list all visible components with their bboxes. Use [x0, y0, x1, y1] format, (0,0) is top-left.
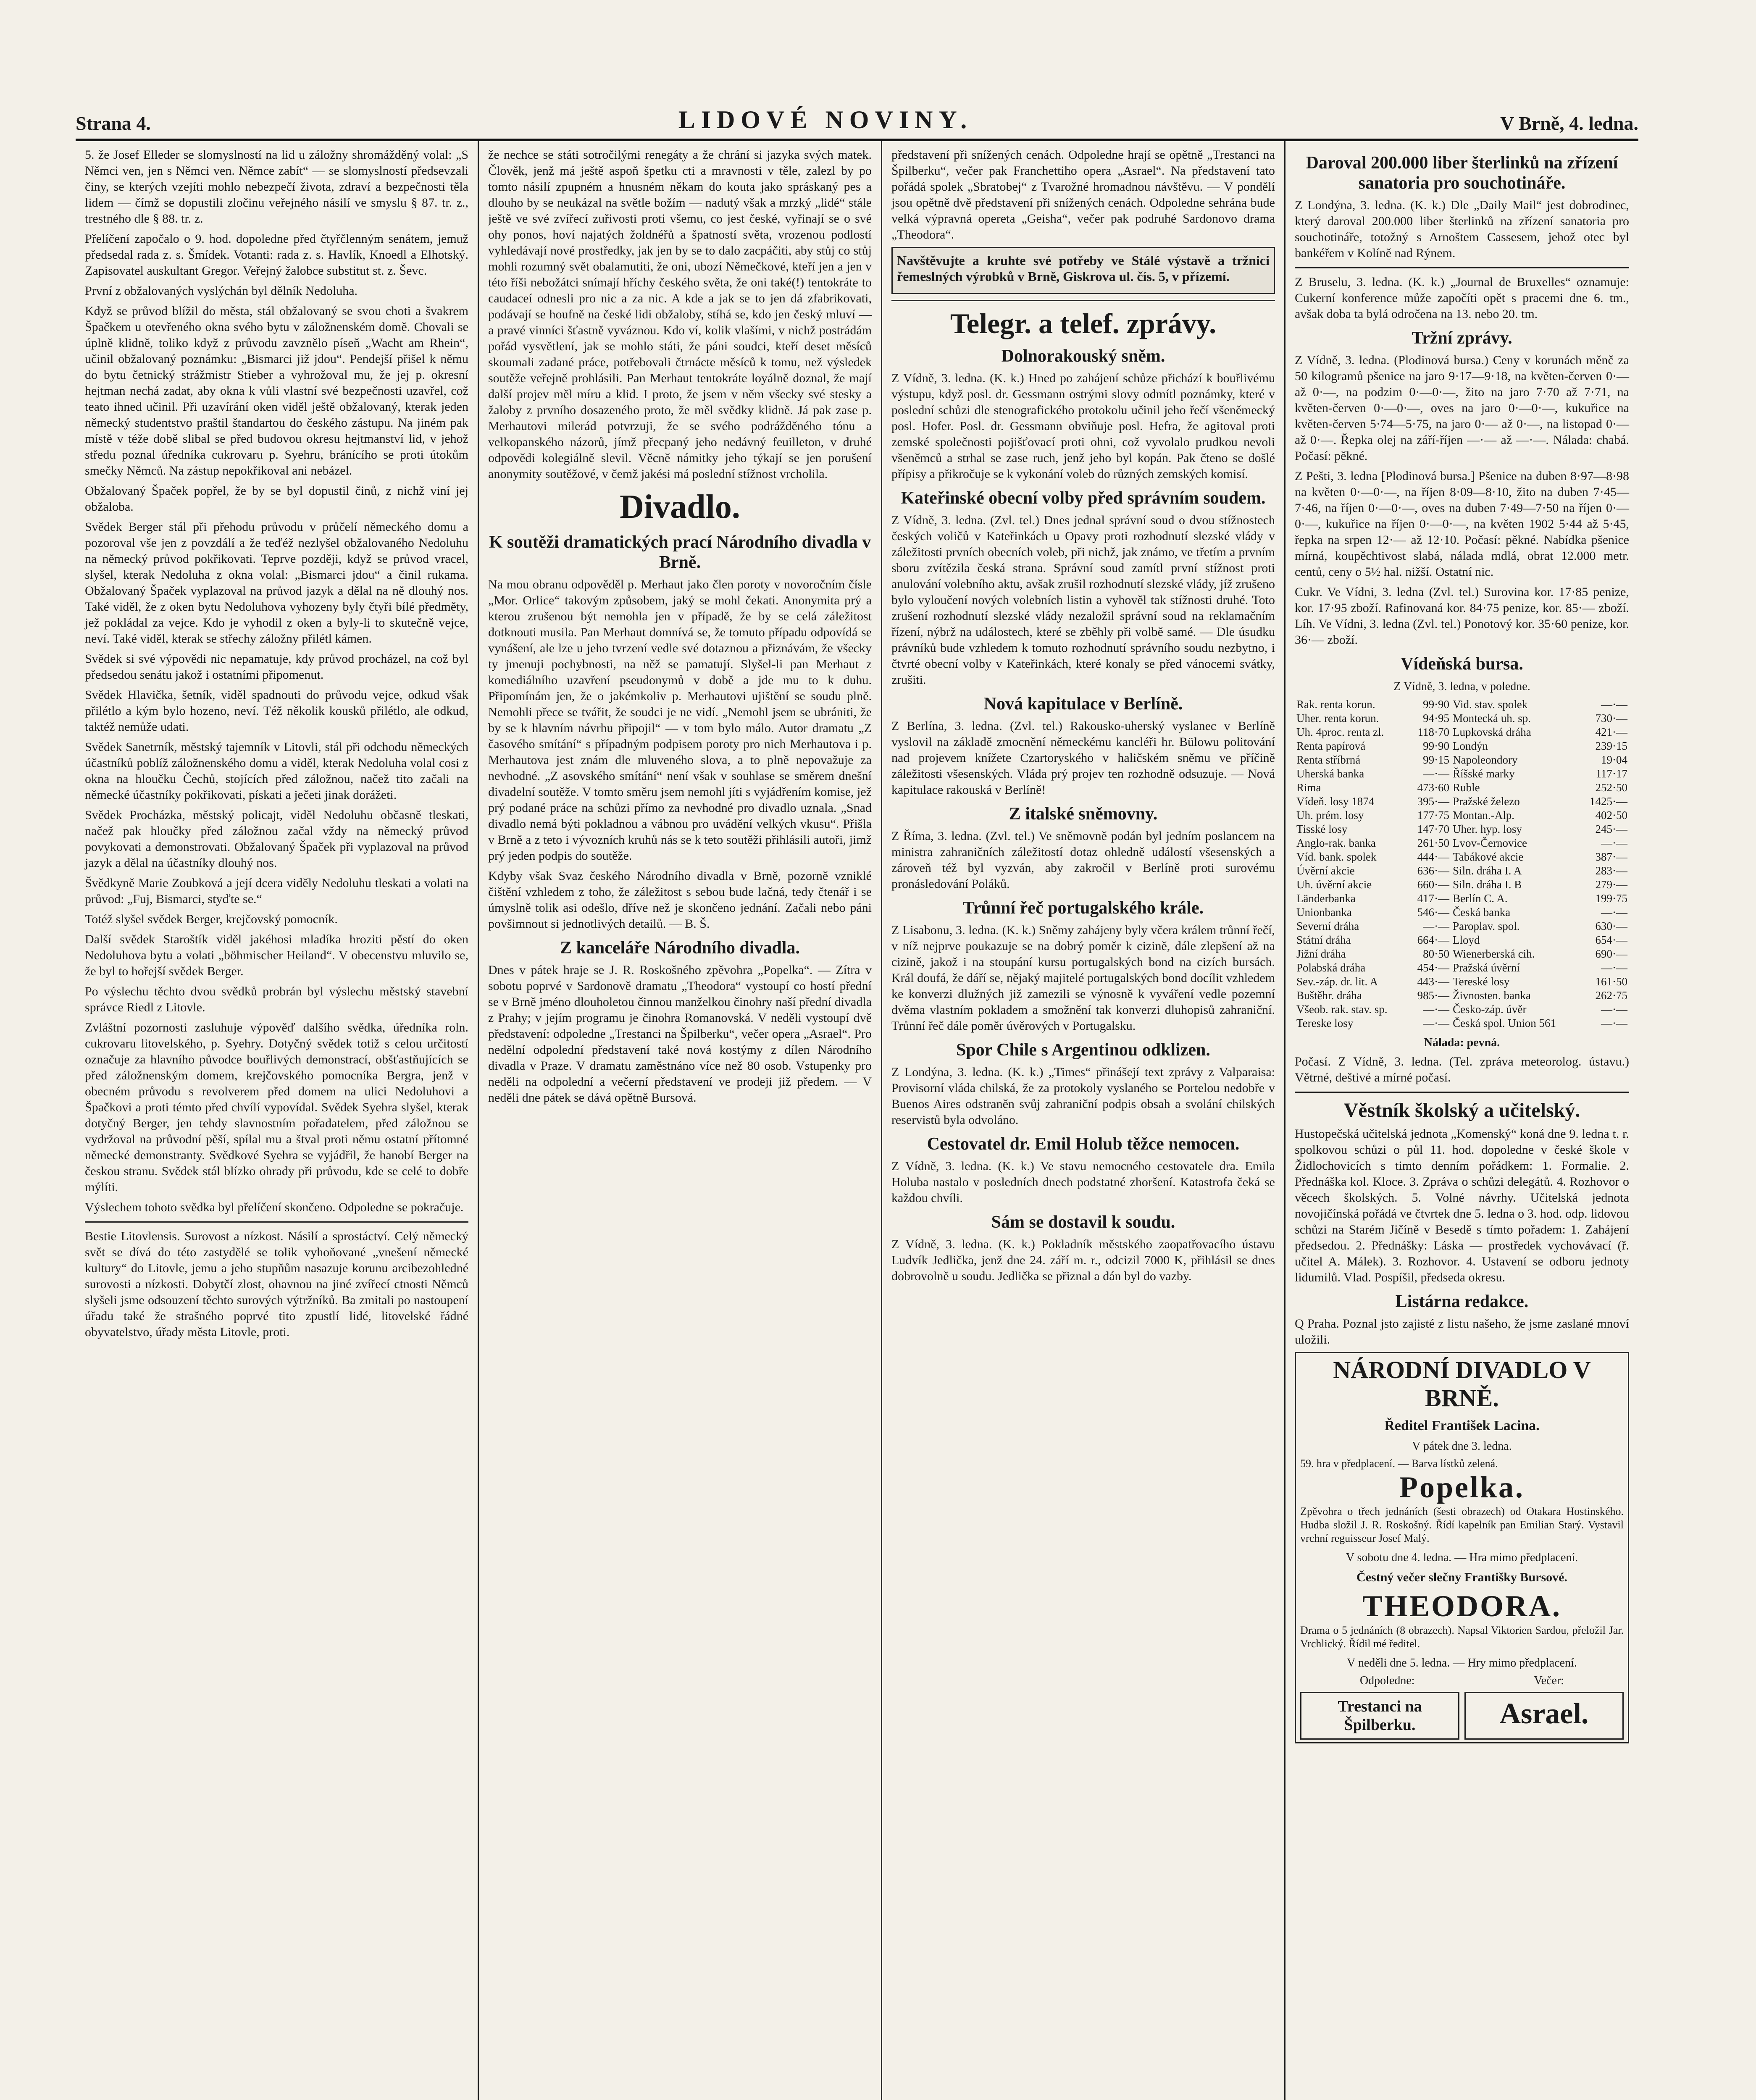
article-paragraph: Z Vídně, 3. ledna. (Zvl. tel.) Dnes jednal správní soud o dvou stížnostech českých voličů v Kateřinkách u Opavy proti rozhodnutí slezské vlády v záležitosti prvních obecních voleb, při nichž, jak známo, ve třetím a prvním sboru zvítězila česká strana. Správní soud zamítl první stížnost proti anulování volebního aktu, avšak zrušil rozhodnutí slezské vlády, jíž zrušeno bylo vyloučení nových volebních listin a vyhověl tak stížnosti druhé. Toto zrušení rozhodnutí slezské vlády nezaložil správní soud na reklamačním řízení, nýbrž na událostech, které se zběhly při volbě samé. — Dle úsudku právníků bude vzhledem k tomuto rozhodnutí správního soudu nezbytno, i čtvrté obecní volby v Kateřinkách, které konaly se před vánocemi svátky, zrušiti. [891, 513, 1275, 687]
security-price: 245·— [1595, 823, 1627, 835]
security-price: —·— [1601, 698, 1627, 711]
bourse-row [1295, 947, 1629, 961]
bourse-row [1295, 739, 1629, 753]
article-heading: Sám se dostavil k soudu. [991, 1213, 1175, 1232]
article-heading: Dolnorakouský sněm. [1001, 346, 1165, 366]
security-name: Siln. dráha I. A [1453, 864, 1522, 877]
security-price: 99·90 [1423, 740, 1450, 752]
afternoon-play: Trestanci na Špilberku. [1300, 1692, 1459, 1740]
bourse-row [1295, 864, 1629, 878]
security-price: 473·60 [1417, 781, 1450, 794]
article-paragraph: Q Praha. Poznal jsto zajisté z listu našeho, že jsme zaslané mnoví uložili. [1295, 1317, 1629, 1347]
security-name: Polabská dráha [1296, 961, 1366, 974]
article-paragraph: Z Pešti, 3. ledna [Plodinová bursa.] Pšenice na duben 8·97—8·98 na květen 0·—0·—, na říjen 8·09—8·10, žito na duben 7·45—7·46, na říjen 0·—0·—, oves na duben 7·49—7·50 na říjen 0·—0·—, kukuřice na říjen 0·—0·—, na květen 1902 5·44 až 5·45, řepka na srpen 12·— až 12·10. Počasí: pěkné. Nabídka pšenice mírná, koupěchtivost slabá, nálada mdlá, obrat 12.000 metr. centů, ceny o 5½ hal. nižší. Ostatní nic. [1295, 469, 1629, 579]
security-price: 239·15 [1595, 740, 1627, 752]
security-name: Všeob. rak. stav. sp. [1296, 1003, 1388, 1016]
article-heading: Trůnní řeč portugalského krále. [962, 898, 1204, 918]
security-name: Severní dráha [1296, 920, 1359, 932]
security-name: Lvov-Černovice [1453, 837, 1527, 849]
advertisement-box [891, 247, 1275, 294]
security-name: Pražské železo [1453, 795, 1520, 808]
security-name: Wienerberská cih. [1453, 948, 1535, 960]
security-name: Česko-záp. úvěr [1453, 1003, 1527, 1016]
afternoon-label: Odpoledne: [1359, 1674, 1415, 1687]
article-heading: Nová kapitulace v Berlíně. [983, 694, 1183, 714]
security-name: Londýn [1453, 740, 1488, 752]
article-heading: Z italské sněmovny. [1009, 804, 1158, 824]
security-name: Jižní dráha [1296, 948, 1346, 960]
article-paragraph: Dnes v pátek hraje se J. R. Roskošného zpěvohra „Popelka“. — Zítra v sobotu poprvé v Sardonově dramatu „Theodora“ vystoupí co hostí přední se v Brně jméno dlouholetou činnou manželkou činohry naší přední divadla z Prahy; v jejím programu je činohra Romanovská. V neděli vystoupí dvě představení: odpoledne „Trestanci na Špilberku“, večer opera „Asrael“. Pro nedělní odpolední představení také nová kostýmy z dílen Národního divadla v Praze. V dramatu zaměstnáno více než 80 osob. Vstupenky pro neděli na odpolední a večerní představení ve prodeji již předem. — V neděli dne pátek se dává opětně Bursová. [488, 963, 872, 1105]
bourse-row [1295, 1003, 1629, 1016]
section-heading-bourse: Vídeňská bursa. [1401, 654, 1523, 674]
security-price: 730·— [1595, 712, 1627, 724]
security-price: 118·70 [1417, 726, 1450, 738]
bourse-row [1295, 933, 1629, 947]
bourse-row [1295, 698, 1629, 711]
play-title: Popelka. [1399, 1470, 1525, 1504]
article-paragraph: představení při snížených cenách. Odpoledne hrají se opětně „Trestanci na Špilberku“, večer pak Franchettiho opera „Asrael“. Na představení tato pořádá spolek „Sbratobej“ z Tvarožné hromadnou návštěvu. — V pondělí jsou opětně dvě představení při snížených cenách. Odpoledne sehrána bude velká výpravná opereta „Geisha“, večer pak podruhé Sardonovo drama „Theodora“. [891, 148, 1275, 242]
security-name: Pražská úvěrní [1453, 961, 1520, 974]
security-price: 654·— [1595, 934, 1627, 946]
security-name: Tisské losy [1296, 823, 1348, 835]
newspaper-title: LIDOVÉ NOVINY. [678, 106, 973, 134]
bourse-row [1295, 795, 1629, 808]
article-paragraph: Zvláštní pozornosti zasluhuje výpověď dalšího svědka, úředníka roln. cukrovaru litovelského, p. Syehry. Dotyčný svědek totiž s celou určitostí označuje za hlavního původce bouřlivých demonstrací, obšťastňujících se před záložnenským domem, krejčovského pomocníka Bergra, jenž v obecném průvodu s revolverem před domem na ulici Nedoluhovi a Špačkovi a proti témto před chvílí vypovídal. Svědek Syehra slyšel, kterak dotyčný Berger, jen tehdy slavnostním pořadatelem, před záložnou se vydržoval na průvodní pěší, spílal mu a štval proti němu ostatní přítomné německé demonstranty. Svědkové Syehra se vyjádřil, že hanobí Berger na českou stranu. Svědek stál blízko ohrady při průvodu, kde se celé to dobře mýlíti. [85, 1021, 468, 1194]
bourse-row [1295, 1016, 1629, 1030]
programme-date: V pátek dne 3. ledna. [1412, 1440, 1512, 1453]
bourse-mood: Nálada: pevná. [1424, 1036, 1500, 1049]
security-name: Renta papírová [1296, 740, 1366, 752]
security-price: —·— [1601, 1003, 1627, 1016]
article-paragraph: Z Lisabonu, 3. ledna. (K. k.) Sněmy zahájeny byly včera králem trůnní řečí, v níž nejprve poukazuje se na dobrý poměr k cizině, dále zlepšení až na cizině, jakož i na stoupání kursu portugalských bond na cizích bursách. Král doufá, že dáří se, nějaký majitelé portugalských bond docílit vzhledem ke konverzi dlužných již zamezili se výnosně k vyváření vedle pozemní dvěma vlastním pokladem a smožnění tak konverzi dluhopisů zahraniční. Trůnní řeč dále poměr úvěrových v Portugalsku. [891, 923, 1275, 1033]
programme-times [1300, 1674, 1624, 1688]
security-price: —·— [1423, 1017, 1450, 1029]
security-name: Česká banka [1453, 906, 1511, 919]
masthead [76, 97, 1638, 141]
article-paragraph: Na mou obranu odpověděl p. Merhaut jako člen poroty v novoročním čísle „Mor. Orlice“ takovým způsobem, jaký se mohl čekati. Anonymita prý a kterou zrušenou být nemohla jen v případě, že by se celá záležitost dotknouti musila. Pan Merhaut domnívá se, že tomuto případu odpovídá se vynášení, ale lze u jeho tvrzení vedle své dotaznou a přiznávám, že všecky ty jmenuji pochybnosti, na něž se pamatují. Slyšel-li pan Merhaut z komediálního uzavření pseudonymů v době a jde mu to k duhu. Připomínám jen, že o jakémkoliv p. Merhautovi ujištění se soudu plně. Nemohli přece se tvářit, že soudci je ne vidí. „Nemohl jsem se ubrániti, že by se k hlavním návrhu připojil“ — v tom bylo málo. Autor dramatu „Z časového smítání“ s případným podpisem poroty pro nich Merhautova i p. Merhautova jest znám dle mluveného slova, a to plně nepovažuje za nevhodné. „Z asovského smítání“ není však v souhlase se směrem dnešní divadelní soutěže. V tomto směru jsem nemohl jíti s vyjádřením komise, jež prý podané práce na schůzi přímo za nevhodné pro divadlo uznala. „Snad divadlo nemá býti pokladnou a vábnou pro uvádění velkých vkusu“. Přišla v Brně a z teto i vývozních kruhů nás se k teto soutěži přihlásili autoři, jimž prý jeden podpis do soutěže. [488, 578, 872, 863]
security-name: Lloyd [1453, 934, 1480, 946]
evening-label: Večer: [1534, 1674, 1564, 1687]
security-price: 690·— [1595, 948, 1627, 960]
article-paragraph: Přelíčení započalo o 9. hod. dopoledne před čtyřčlenným senátem, jemuž předsedal rada z. s. Šmídek. Votanti: rada z. s. Havlík, Knoedl a Elhotský. Zapisovatel auskultant Gregor. Veřejný žalobce substitut st. z. Ševc. [85, 232, 468, 278]
article-paragraph: Cukr. Ve Vídni, 3. ledna (Zvl. tel.) Surovina kor. 17·85 penize, kor. 17·95 zboží. Rafinovaná kor. 84·75 penize, kor. 85·— zboží. Líh. Ve Vídni, 3. ledna (Zvl. tel.) Ponotový kor. 35·60 penize, kor. 36·— zboží. [1295, 585, 1629, 647]
article-paragraph: Totéž slyšel svědek Berger, krejčovský pomocník. [85, 912, 338, 926]
theatre-director: Ředitel František Lacina. [1384, 1418, 1540, 1433]
security-name: Tabákové akcie [1453, 850, 1524, 863]
bourse-row [1295, 906, 1629, 919]
article-paragraph: Svědek si své výpovědi nic nepamatuje, kdy průvod procházel, na což byl předsedou senátu jakož i ostatními připomenut. [85, 652, 468, 682]
security-price: 985·— [1417, 989, 1450, 1002]
article-paragraph: Hustopečská učitelská jednota „Komenský“ koná dne 9. ledna t. r. spolkovou schůzi o půl 11. hod. dopoledne v české škole v Židlochovicích s timto denním pořádkem: 1. Formalie. 2. Přednáška kol. Kloce. 3. Zpráva o schůzi delegátů. 4. Rozhovor o věcech školských. 5. Volné návrhy. Učitelská jednota novojičínská pořádá ve čtvrtek dne 5. ledna o 3. hod. odp. lidovou schůzi na Starém Jičíně v Besedě s tímto pořadem: 1. Zahájení předsedou. 2. Přednášky: Láska — prostředek vychovávací (ř. učitel A. Málek). 3. Rozhovor. 4. Ustavení se odboru jednoty lidumilů. Vlad. Pospíšil, předseda okresu. [1295, 1127, 1629, 1284]
divider [891, 300, 1275, 301]
security-price: 630·— [1595, 920, 1627, 932]
security-price: 94·95 [1423, 712, 1450, 724]
article-paragraph: Z Berlína, 3. ledna. (Zvl. tel.) Rakousko-uherský vyslanec v Berlíně vyslovil na základě zmocnění německému kancléři hr. Bülowu politování nad projevem knížete Czartoryského v haličském sněmu ve příčině záležitosti všesenských. Vláda prý projev ten rozhodně odsuzuje. — Nová kapitulace rakouská v Berlíně! [891, 719, 1275, 797]
security-name: Anglo-rak. banka [1296, 837, 1376, 849]
security-price: 387·— [1595, 850, 1627, 863]
security-price: 395·— [1417, 795, 1450, 808]
article-paragraph: Po výslechu těchto dvou svědků probrán byl výslechu městský stavební správce Riedl z Litovle. [85, 984, 468, 1014]
security-price: 1425·— [1590, 795, 1627, 808]
bourse-row [1295, 781, 1629, 795]
programme-plays [1300, 1692, 1624, 1740]
theatre-name: NÁRODNÍ DIVADLO V BRNĚ. [1333, 1356, 1591, 1412]
article-paragraph: Z Vídně, 3. ledna. (K. k.) Hned po zahájení schůze přichází k bouřlivému výstupu, když posl. dr. Gessmann ostrými slovy odmítl poznámky, které v poslední schůzi dle stenografického protokolu učinil jeho řečí všeněmecký posl. Hofer. Posl. dr. Gessmann obviňuje posl. Hefra, že agitoval proti zemské společnosti pojišťovací proti ohni, což vyvolalo prudkou nevoli všeněmců a strhal se zase ruch, jenž jeho byl kopán. Pak čteno se došlé přípisy a přikročuje se k vykonání voleb do různých zemských komisí. [891, 371, 1275, 481]
security-name: Uh. úvěrní akcie [1296, 878, 1372, 891]
bourse-row [1295, 975, 1629, 989]
security-name: Länderbanka [1296, 892, 1356, 905]
security-price: —·— [1601, 837, 1627, 849]
security-name: Tereské losy [1453, 975, 1510, 988]
bourse-row [1295, 919, 1629, 933]
divider [1295, 1092, 1629, 1093]
bourse-row [1295, 850, 1629, 864]
bourse-row [1295, 989, 1629, 1003]
security-price: 147·70 [1417, 823, 1450, 835]
article-paragraph: Další svědek Staroštík viděl jakéhosi mladíka hroziti pěstí do oken Nedoluhova bytu a volati „böhmischer Heiland“. V obecenstvu mluvilo se, že byl to hořejší svědek Berger. [85, 932, 468, 978]
security-name: Uher. renta korun. [1296, 712, 1379, 724]
security-price: 99·90 [1423, 698, 1450, 711]
security-price: 161·50 [1595, 975, 1627, 988]
security-name: Říšské marky [1453, 767, 1515, 780]
play-description: Zpěvohra o třech jednáních (šesti obrazech) od Otakara Hostinského. Hudba složil J. R. Roskošný. Řídí kapelník pan Emilian Starý. Vystavil vrchní reguisseur Josef Malý. [1300, 1505, 1624, 1544]
play-description: Drama o 5 jednáních (8 obrazech). Napsal Viktorien Sardou, přeložil Jar. Vrchlický. Řídil mé ředitel. [1300, 1624, 1624, 1650]
article-paragraph: Svědek Berger stál při přehodu průvodu v průčelí německého domu a pozoroval vše jen z povzdálí a že teďéž nezlyšel obžalovaného Nedoluhu na německý průvod pokřikovati. Teprve později, když se průvod vracel, slyšel, kterak Nedoluha z okna volal: „Bismarci jdou“ a činil rukama. Obžalovaný Špaček vyplazoval na průvod jazyk a dělal na ně dlouhý nos. Také viděl, že z oken bytu Nedoluhova vyhozeny byly čtyři bílé předměty, jež pokládal za vejce. Kdo je vyhodil z oken a byly-li to skutečně vejce, neví. Také viděl, kterak se střechy záložny přilétl kámen. [85, 520, 468, 646]
programme-date: V neděli dne 5. ledna. — Hry mimo předplacení. [1347, 1656, 1577, 1670]
article-paragraph: Z Londýna, 3. ledna. (K. k.) Dle „Daily Mail“ jest dobrodinec, který daroval 200.000 liber šterlinků na zřízení sanatoria pro souchotináře, totožný s Arnoštem Cassesem, jehož otec byl bankéřem v Kolíně nad Rýnem. [1295, 198, 1629, 260]
bourse-row [1295, 711, 1629, 725]
programme-guest: Čestný večer slečny Františky Bursové. [1356, 1570, 1567, 1584]
security-name: Montan.-Alp. [1453, 809, 1515, 822]
security-name: Lupkovská dráha [1453, 726, 1531, 738]
security-price: —·— [1423, 767, 1450, 780]
bourse-row [1295, 892, 1629, 906]
security-price: 444·— [1417, 850, 1450, 863]
bourse-row [1295, 753, 1629, 767]
article-paragraph: Z Vídně, 3. ledna. (Plodinová bursa.) Ceny v korunách měnč za 50 kilogramů pšenice na jaro 9·17—9·18, na květen-červen 0·— až 0·—, na podzim 0·—0·—, žito na jaro 7·70 až 7·71, na květen-červen 0·—0·—, oves na jaro 0·—0·—, kukuřice na květen-červen 5·74—5·75, na jaro 0·— až 0·—, na listopad 0·— až 0·—. Řepka olej na září-říjen —·— až —·—. Nálada: chabá. Počasí: pěkné. [1295, 353, 1629, 463]
dateline: V Brně, 4. ledna. [1500, 113, 1638, 134]
article-heading: K soutěži dramatických prací Národního divadla v Brně. [489, 533, 871, 572]
article-heading: Spor Chile s Argentinou odklizen. [956, 1040, 1210, 1060]
section-heading-letters: Listárna redakce. [1395, 1292, 1529, 1311]
section-heading-telegrams: Telegr. a telef. zprávy. [950, 307, 1217, 339]
security-name: Montecká uh. sp. [1453, 712, 1531, 724]
security-price: 262·75 [1595, 989, 1627, 1002]
security-price: 99·15 [1423, 753, 1450, 766]
bourse-row [1295, 767, 1629, 781]
article-paragraph: Obžalovaný Špaček popřel, že by se byl dopustil činů, z nichž viní jej obžaloba. [85, 484, 468, 514]
security-name: Berlín C. A. [1453, 892, 1508, 905]
article-heading: Daroval 200.000 liber šterlinků na zřízení sanatoria pro souchotináře. [1306, 153, 1618, 193]
security-price: 199·75 [1595, 892, 1627, 905]
security-name: Siln. dráha I. B [1453, 878, 1522, 891]
security-price: 19·04 [1601, 753, 1627, 766]
article-paragraph: Svědek Procházka, městský policajt, viděl Nedoluhu občasně tleskati, načež pak hloučky před záložnou začal vždy na německý průvod povykovati a demonstrovati. Obžalovaný Špaček při vyplazoval na průvod jazyk a dělal na účastníky dlouhý nos. [85, 808, 468, 870]
programme-date: V sobotu dne 4. ledna. — Hra mimo předplacení. [1346, 1551, 1578, 1564]
programme-meta: 59. hra v předplacení. — Barva lístků zelená. [1300, 1457, 1498, 1470]
article-paragraph: Z Vídně, 3. ledna. (K. k.) Pokladník městského zaopatřovacího ústavu Ludvík Jedlička, jenž dne 24. září m. r., odcizil 7000 K, přihlásil se dnes dobrovolně u soudu. Jedlička se přiznal a dán byl do vazby. [891, 1237, 1275, 1283]
security-price: 546·— [1417, 906, 1450, 919]
newspaper-page [76, 97, 1638, 2100]
section-heading-school: Věstník školský a učitelský. [1343, 1099, 1580, 1121]
security-name: Paroplav. spol. [1453, 920, 1520, 932]
article-paragraph: Kdyby však Svaz českého Národního divadla v Brně, pozorně vzniklé čištění vzhledem z toho, že záležitost s sebou bude lačná, tedy čtenář i se úmyslně tolik asi odešlo, dříve než je skončeno jednání. Začali nebo páni povšimnout si jednotlivých detailů. — B. Š. [488, 869, 872, 931]
security-name: Tereske losy [1296, 1017, 1354, 1029]
page-number: Strana 4. [76, 113, 151, 134]
article-paragraph: Z Vídně, 3. ledna. (K. k.) Ve stavu nemocného cestovatele dra. Emila Holuba nastalo v posledních dnech podstatné zhoršení. Katastrofa čeká se každou chvíli. [891, 1159, 1275, 1205]
article-paragraph: 5. že Josef Elleder se slomyslností na lid u záložny shromážděný volal: „S Němci ven, jen s Němci ven. Němce zabít“ — se slomyslností předsevzali činy, se kterých vzejíti mohlo nebezpečí života, zdraví a bezpečnosti těla lidem — čímž se dopustili zločinu veřejného násilí ve smyslu § 87. tr. z., trestného dle § 88. tr. z. [85, 148, 468, 226]
security-price: —·— [1601, 906, 1627, 919]
article-paragraph: Výslechem tohoto svědka byl přelíčení skončeno. Odpoledne se pokračuje. [85, 1200, 464, 1214]
security-name: Ruble [1453, 781, 1480, 794]
security-price: —·— [1423, 920, 1450, 932]
evening-play: Asrael. [1464, 1692, 1624, 1740]
security-price: 402·50 [1595, 809, 1627, 822]
article-paragraph: Z Říma, 3. ledna. (Zvl. tel.) Ve sněmovně podán byl jedním poslancem na ministra zahraničních záležitostí dotaz ohledně událostí všesenských a zároveň též byl vyzván, aby zakročil v Berlíně proti surovému pronásledování Poláků. [891, 829, 1275, 891]
security-price: 417·— [1417, 892, 1450, 905]
article-heading: Kateřinské obecní volby před správním soudem. [901, 488, 1266, 508]
article-paragraph: Z Bruselu, 3. ledna. (K. k.) „Journal de Bruxelles“ oznamuje: Cukerní konference může započíti opět s pracemi dne 6. tm., avšak doba ta bylá odročena na 13. nebo 20. tm. [1295, 275, 1629, 321]
security-name: Víd. bank. spolek [1296, 850, 1377, 863]
article-paragraph: že nechce se státi sotročilými renegáty a že chrání si jazyka svých matek. Člověk, jenž má ještě aspoň špetku cti a mravnosti v těle, zalezl by po tomto násilí zpupném a hnusném někam do kouta jako spráskaný pes a dlouho by se neukázal na světle božím — nadutý však a mrzký „lidé“ stále ještě ve své zvířecí zuřivosti proti všemu, co jest české, vyřinají se o své ohy ponos, hoví najatých žoldnéřů a špatností světa, vrozenou podlostí vyhledávají nové prostředky, jak jen by se to dalo zacpáčiti, aby stůj co stůj mohli rozumný svět obalamutiti, že oni, ubozí Němečkové, kteří jen a jen v této říši nebožátci snímají hříchy českého světa, že oni také(!) tentokráte to caudaceí odnesli pro nic a za nic. A kde a jak se to jen dá zfabrikovati, podávají se houfně na české lidi obžaloby, stíhá se, kdo jen český mluví — a pravé vinníci šťastně vyváznou. Kdo ví, kolik vlašími, v nichž postrádám pořád vysvětlení, jak se mohlo státi, že páni soudci, kteří deset měsíců skoumali zadané práce, potřebovali čtrnácte měsíců k tomu, než výsledek soutěže veřejně prohlásili. Pan Merhaut tentokráte loyálně doznal, že mají další projev měl míru a klid. I proto, že jsem v něm všecky své stesky a žaloby z prvního dosazeného proto, že měl svědky klidně. Já pak zase p. Merhautovi milerád potvrzuji, že se svého podrážděného tónu a velkopanského názorů, jímž přecpaný jeho nedávný feuilleton, v druhé odpovědi kolegiálně slevil. Věcně námitky jeho týkají se jen porušení anonymity soutěžové, v čemž jakési má poslední stížnost vrcholila. [488, 148, 872, 481]
article-paragraph: Svědek Sanetrník, městský tajemník v Litovli, stál při odchodu německých účastníků poblíž záložnenského domu a viděl, kterak Nedoluha volal cosi z okna na hloučku Čechů, stojících před záložnou, načež tito začali na německé účastníky pokřikovati, pískati a ječeti jinak dorážeti. [85, 740, 468, 802]
column-3 [882, 141, 1285, 2100]
security-name: Uherská banka [1296, 767, 1364, 780]
security-price: 664·— [1417, 934, 1450, 946]
security-price: 117·17 [1596, 767, 1627, 780]
security-name: Rak. renta korun. [1296, 698, 1375, 711]
security-name: Uher. hyp. losy [1453, 823, 1522, 835]
security-price: 261·50 [1417, 837, 1450, 849]
play-title: THEODORA. [1362, 1589, 1562, 1623]
column-4 [1285, 141, 1638, 2100]
section-heading-market: Tržní zprávy. [1412, 328, 1512, 348]
divider [85, 1221, 468, 1223]
security-name: Unionbanka [1296, 906, 1352, 919]
security-name: Uh. prém. losy [1296, 809, 1364, 822]
security-price: 177·75 [1417, 809, 1450, 822]
article-paragraph: Když se průvod blížil do města, stál obžalovaný se svou choti a švakrem Špačkem u otevřeného okna svého bytu v záložnenském domě. Chovali se úplně klidně, toliko když z průvodu zavznělo píseň „Wacht am Rhein“, učinil obžalovaný poznámku: „Bismarci již jdou“. Pendejší přišel k němu do bytu četnický strážmistr Stieber a vyhrožoval mu, že jej p. okresní hejtman nechá zadat, aby okna k vůli vlastní své bezpečnosti uzavřel, což teato ihned učinil. Při uzavírání oken viděl ještě obžalovaný, kterak jeden německý studentstvo praštil štandartou do českého zástupu. Na jiném pak místě v téže době slibal se před budovou okresu hejtmanství lid, v jehož středu poznal úředníka cukrovaru p. Syehru, bránícího se proti útokům smečky Němců. Na zástup nepokřikoval ani nebázel. [85, 304, 468, 478]
security-price: 454·— [1417, 961, 1450, 974]
article-paragraph: První z obžalovaných vyslýchán byl dělník Nedoluha. [85, 284, 358, 298]
article-paragraph: Počasí. Z Vídně, 3. ledna. (Tel. zpráva meteorolog. ústavu.) Větrné, deštivé a mírné počasí. [1295, 1055, 1629, 1084]
security-price: 636·— [1417, 864, 1450, 877]
security-price: 660·— [1417, 878, 1450, 891]
divider [1295, 267, 1629, 268]
security-price: 421·— [1595, 726, 1627, 738]
column-2 [479, 141, 882, 2100]
advertisement-text: Navštěvujte a kruhte své potřeby ve Stálé výstavě a tržnici řemeslných výrobků v Brně, Giskrova ul. čís. 5, v přízemí. [897, 253, 1270, 284]
security-name: Renta stříbrná [1296, 753, 1361, 766]
section-heading-theatre: Divadlo. [620, 488, 740, 525]
security-name: Vid. stav. spolek [1453, 698, 1528, 711]
security-price: —·— [1423, 1003, 1450, 1016]
bourse-subheading: Z Vídně, 3. ledna, v poledne. [1393, 680, 1530, 693]
security-name: Sev.-záp. dr. lit. A [1296, 975, 1378, 988]
article-paragraph: Z Londýna, 3. ledna. (K. k.) „Times“ přinášejí text zprávy z Valparaisa: Provisorní vláda chilská, že za protokoly vyslaného se Portelou nedobře v Buenos Aires odstraněn svůj zahraniční podpis obsah a svolání chilských reservistů byla odvoláno. [891, 1065, 1275, 1127]
security-name: Napoleondory [1453, 753, 1518, 766]
article-heading: Cestovatel dr. Emil Holub těžce nemocen. [927, 1134, 1240, 1154]
security-price: —·— [1601, 961, 1627, 974]
security-name: Uh. 4proc. renta zl. [1296, 726, 1384, 738]
security-name: Buštěhr. dráha [1296, 989, 1362, 1002]
security-price: 80·50 [1423, 948, 1450, 960]
bourse-row [1295, 878, 1629, 892]
bourse-row [1295, 808, 1629, 822]
bourse-row [1295, 822, 1629, 836]
bourse-row [1295, 836, 1629, 850]
security-name: Vídeň. losy 1874 [1296, 795, 1375, 808]
security-name: Úvěrní akcie [1296, 864, 1355, 877]
security-price: 283·— [1595, 864, 1627, 877]
security-price: 279·— [1595, 878, 1627, 891]
security-name: Státní dráha [1296, 934, 1351, 946]
security-name: Živnosten. banka [1453, 989, 1531, 1002]
theatre-programme [1295, 1352, 1629, 1743]
article-paragraph: Bestie Litovlensis. Surovost a nízkost. Násilí a sprostáctví. Celý německý svět se dívá do této zastydělé se tolik vyhoňované „vnešení německé kultury“ do Litovle, jemu a jeho stupňům nasazuje korunu arcibezohledné surovosti a nízkosti. Dobytčí zlost, ohavnou na jiné zvířecí ctnosti Němců slyšeli jsme odsouzení těchto surových výtržníků. Ba zmitali po nastoupení úřadu také že strašného poprvé tito zpustlí lidé, litovelské řádné obyvatelstvo, úřady města Litovle, proti. [85, 1229, 468, 1339]
security-price: 443·— [1417, 975, 1450, 988]
security-price: —·— [1601, 1017, 1627, 1029]
article-paragraph: Švědkyně Marie Zoubková a její dcera viděly Nedoluhu tleskati a volati na průvod: „Fuj, Bismarci, styďte se.“ [85, 876, 468, 906]
column-1 [76, 141, 479, 2100]
article-heading: Z kanceláře Národního divadla. [560, 938, 800, 958]
security-name: Česká spol. Union 561 [1453, 1017, 1556, 1029]
bourse-row [1295, 961, 1629, 975]
article-paragraph: Svědek Hlavička, šetník, viděl spadnouti do průvodu vejce, odkud však přilétlo a kým bylo hozeno, neví. Též několik kousků přilétlo, ale odkud, taktéž nemůže udati. [85, 688, 468, 734]
bourse-row [1295, 725, 1629, 739]
security-name: Rima [1296, 781, 1321, 794]
security-price: 252·50 [1595, 781, 1627, 794]
bourse-table [1295, 698, 1629, 1030]
